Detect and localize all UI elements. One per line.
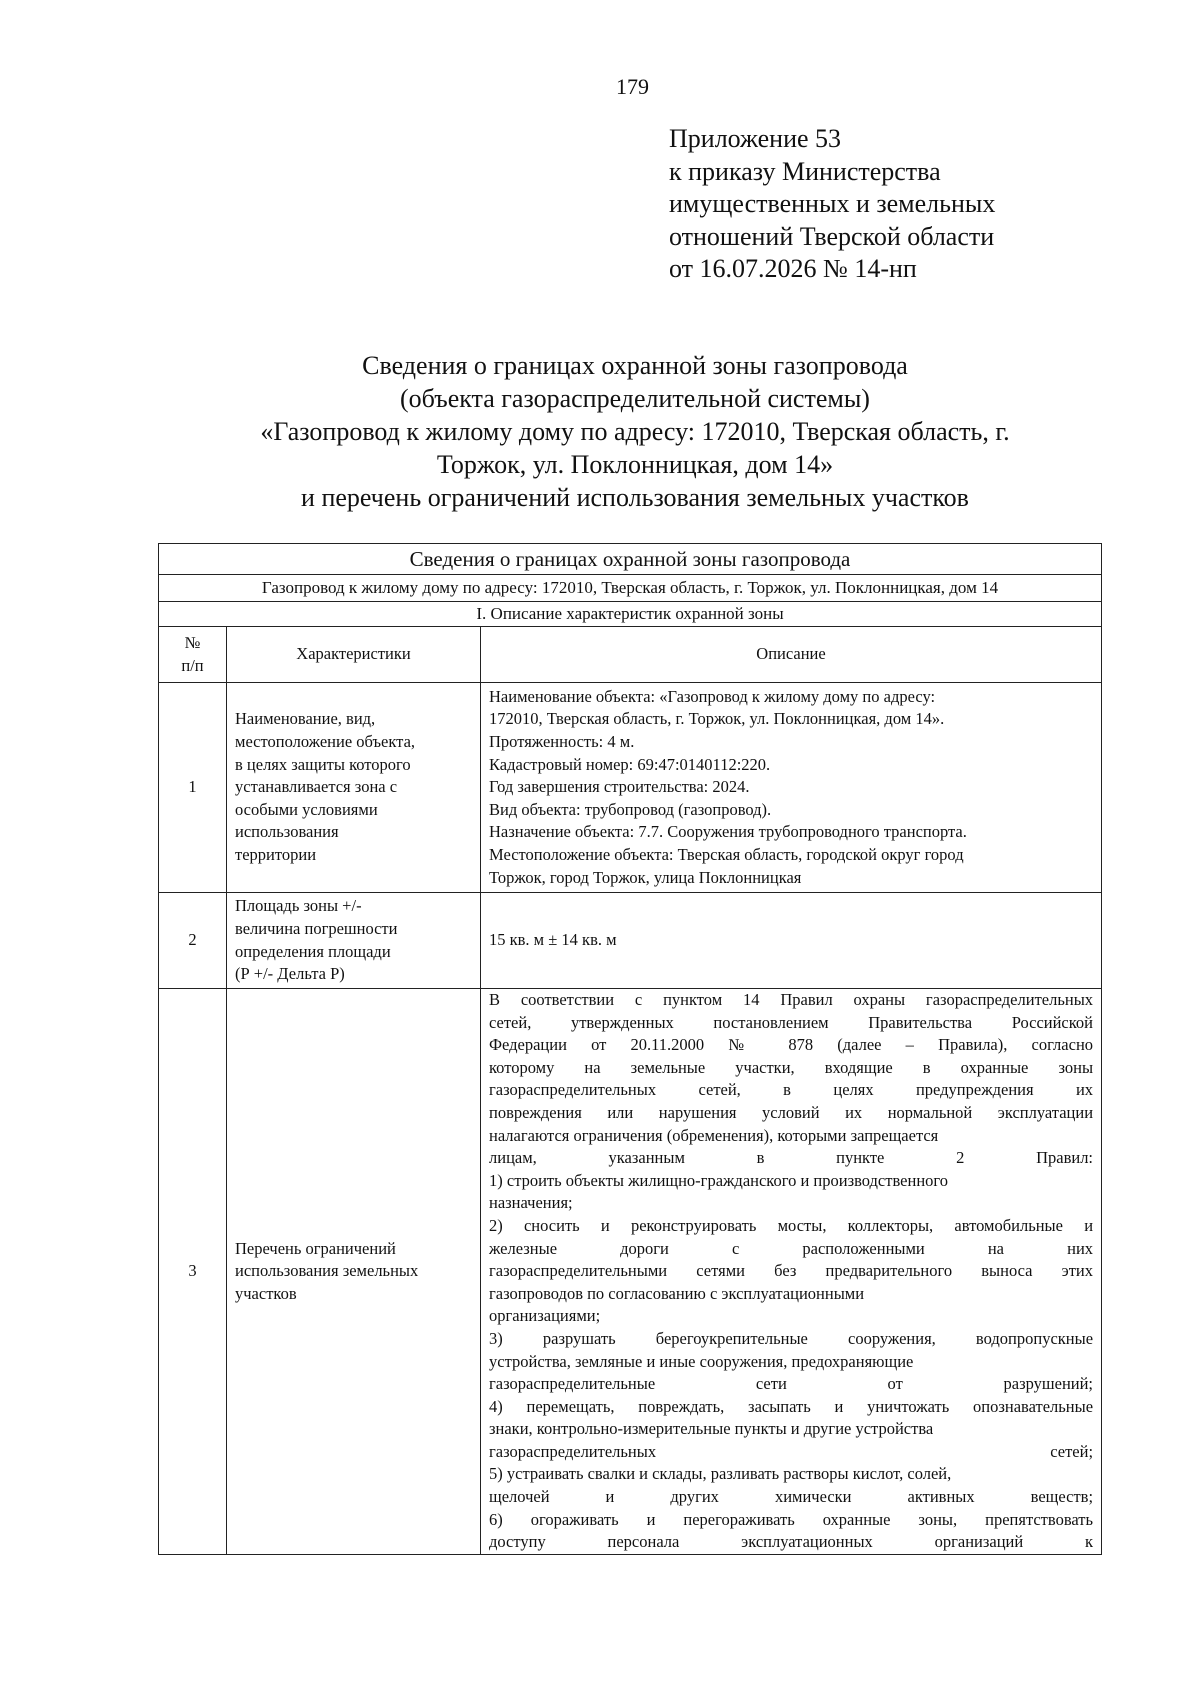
characteristic-line: участков xyxy=(235,1283,297,1303)
description-line: которому на земельные участки, входящие в охранные зоны xyxy=(489,1057,1094,1077)
document-title xyxy=(160,349,1110,514)
table-section-title: I. Описание характеристик охранной зоны xyxy=(159,602,1102,627)
description-line: Местоположение объекта: Тверская область, городской округ город xyxy=(489,844,964,864)
description-line: 6) огораживать и перегораживать охранные зоны, препятствовать xyxy=(489,1509,1094,1529)
table-row xyxy=(159,989,1102,1555)
row-description xyxy=(481,683,1102,893)
characteristic-line: величина погрешности xyxy=(235,918,398,938)
description-line: Назначение объекта: 7.7. Сооружения трубопроводного транспорта. xyxy=(489,822,967,842)
description-line: знаки, контрольно-измерительные пункты и другие устройства xyxy=(489,1419,934,1439)
description-line: газораспределительных сетей; xyxy=(489,1441,1094,1461)
description-line: Федерации от 20.11.2000 № 878 (далее – Правила), согласно xyxy=(489,1035,1094,1055)
description-line: устройства, земляные и иные сооружения, предохраняющие xyxy=(489,1351,914,1371)
description-line: лицам, указанным в пункте 2 Правил: xyxy=(489,1148,1094,1168)
table-row xyxy=(159,893,1102,989)
characteristic-line: особыми условиями xyxy=(235,799,378,819)
description-line: 1) строить объекты жилищно-гражданского и производственного xyxy=(489,1170,949,1190)
characteristic-line: Наименование, вид, xyxy=(235,709,376,729)
characteristic-line: в целях защиты которого xyxy=(235,754,411,774)
characteristic-line: Площадь зоны +/- xyxy=(235,896,362,916)
description-line: налагаются ограничения (обременения), которыми запрещается xyxy=(489,1125,939,1145)
page-number: 179 xyxy=(616,74,649,99)
description-line: газопроводов по согласованию с эксплуатационными xyxy=(489,1283,865,1303)
row-description xyxy=(481,893,1102,989)
appendix-line: к приказу Министерства xyxy=(669,156,941,186)
title-line: Сведения о границах охранной зоны газопровода xyxy=(362,351,908,380)
description-line: Наименование объекта: «Газопровод к жилому дому по адресу: xyxy=(489,686,936,706)
description-line: железные дороги с расположенными на них xyxy=(489,1238,1094,1258)
characteristic-line: территории xyxy=(235,844,317,864)
header-num-line: п/п xyxy=(181,655,204,675)
characteristic-line: использования xyxy=(235,822,339,842)
row-num: 3 xyxy=(159,989,227,1555)
description-line: доступу персонала эксплуатационных организаций к xyxy=(489,1532,1094,1552)
description-line: 2) сносить и реконструировать мосты, коллекторы, автомобильные и xyxy=(489,1215,1094,1235)
characteristic-line: местоположение объекта, xyxy=(235,732,416,752)
description-line: газораспределительных сетей, в целях предупреждения их xyxy=(489,1080,1094,1100)
description-line: Год завершения строительства: 2024. xyxy=(489,777,750,797)
title-line: (объекта газораспределительной системы) xyxy=(400,384,870,413)
table-banner-object: Газопровод к жилому дому по адресу: 172010, Тверская область, г. Торжок, ул. Поклонницкая, дом 14 xyxy=(159,575,1102,602)
table-row xyxy=(159,683,1102,893)
header-num xyxy=(159,627,227,683)
appendix-line: от 16.07.2026 № 14-нп xyxy=(669,254,917,283)
characteristic-line: определения площади xyxy=(235,941,391,961)
description-line: 172010, Тверская область, г. Торжок, ул. Поклонницкая, дом 14». xyxy=(489,709,945,729)
description-line: организациями; xyxy=(489,1306,601,1326)
description-line: газораспределительными сетями без предварительного выноса этих xyxy=(489,1261,1094,1281)
row-description xyxy=(481,989,1102,1555)
title-line: и перечень ограничений использования земельных участков xyxy=(301,483,969,512)
characteristic-line: Перечень ограничений xyxy=(235,1238,396,1258)
zone-info-table xyxy=(158,543,1102,1555)
characteristic-line: устанавливается зона с xyxy=(235,777,398,797)
description-line: щелочей и других химически активных веществ; xyxy=(489,1487,1094,1507)
description-line: Торжок, город Торжок, улица Поклонницкая xyxy=(489,867,802,887)
row-characteristic xyxy=(227,893,481,989)
characteristic-line: использования земельных xyxy=(235,1261,419,1281)
description-line: сетей, утвержденных постановлением Правительства Российской xyxy=(489,1012,1094,1032)
description-line: Кадастровый номер: 69:47:0140112:220. xyxy=(489,754,771,774)
row-characteristic xyxy=(227,989,481,1555)
header-num-line: № xyxy=(184,632,201,652)
description-line: назначения; xyxy=(489,1193,573,1213)
description-line: 5) устраивать свалки и склады, разливать растворы кислот, солей, xyxy=(489,1464,952,1484)
row-num: 2 xyxy=(159,893,227,989)
description-line: газораспределительные сети от разрушений; xyxy=(489,1374,1094,1394)
appendix-line: имущественных и земельных xyxy=(669,189,996,218)
description-line: 15 кв. м ± 14 кв. м xyxy=(489,930,617,950)
header-characteristics: Характеристики xyxy=(227,627,481,683)
description-line: повреждения или нарушения условий их нормальной эксплуатации xyxy=(489,1102,1094,1122)
description-line: В соответствии с пунктом 14 Правил охраны газораспределительных xyxy=(489,990,1094,1009)
row-num: 1 xyxy=(159,683,227,893)
table-header-row xyxy=(159,627,1102,683)
description-line: Протяженность: 4 м. xyxy=(489,732,635,752)
description-line: Вид объекта: трубопровод (газопровод). xyxy=(489,799,772,819)
description-line: 4) перемещать, повреждать, засыпать и уничтожать опознавательные xyxy=(489,1396,1094,1416)
table-banner-title: Сведения о границах охранной зоны газопровода xyxy=(159,544,1102,575)
title-line: «Газопровод к жилому дому по адресу: 172010, Тверская область, г. xyxy=(260,417,1010,446)
appendix-line: отношений Тверской области xyxy=(669,221,995,251)
appendix-block xyxy=(669,123,995,286)
row-characteristic xyxy=(227,683,481,893)
header-description: Описание xyxy=(481,627,1102,683)
title-line: Торжок, ул. Поклонницкая, дом 14» xyxy=(436,450,834,479)
characteristic-line: (Р +/- Дельта Р) xyxy=(235,964,345,984)
description-line: 3) разрушать берегоукрепительные сооружения, водопропускные xyxy=(489,1328,1094,1348)
appendix-line: Приложение 53 xyxy=(669,124,842,153)
